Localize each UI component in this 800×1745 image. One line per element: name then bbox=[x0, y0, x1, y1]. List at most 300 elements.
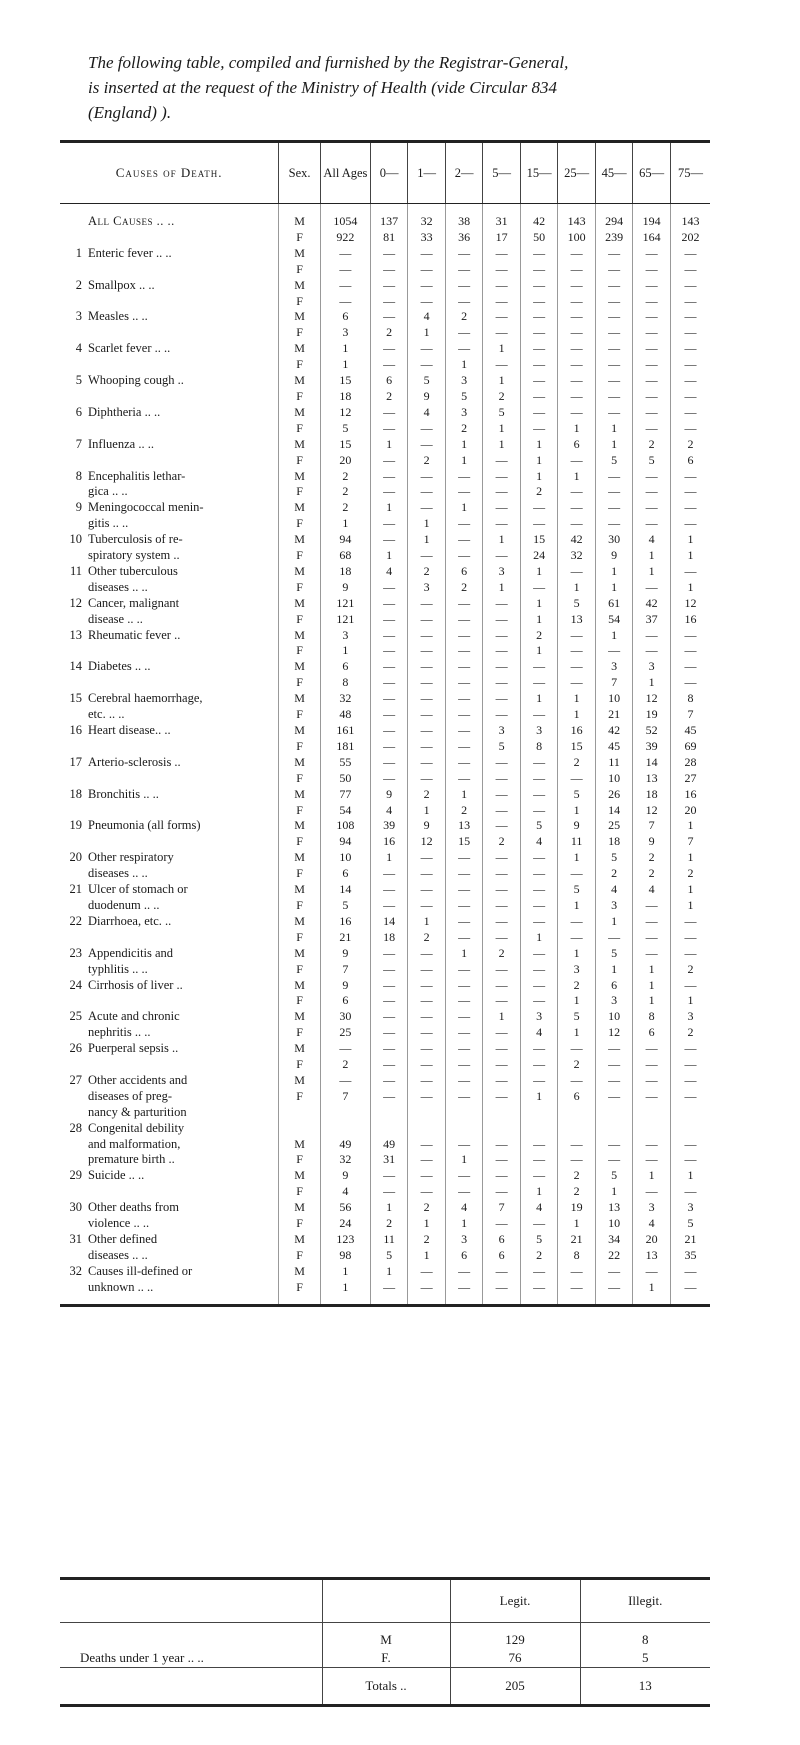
value-cell: — bbox=[483, 978, 521, 994]
value-cell: 181 bbox=[320, 739, 370, 755]
value-cell: — bbox=[483, 1280, 521, 1305]
value-cell: — bbox=[595, 469, 633, 485]
value-cell: — bbox=[370, 1041, 408, 1057]
cause-number: 3 bbox=[75, 309, 82, 324]
value-cell: 1 bbox=[670, 898, 710, 914]
cause-cell bbox=[60, 1280, 279, 1305]
value-cell: — bbox=[633, 325, 671, 341]
value-cell: 3 bbox=[483, 564, 521, 580]
value-cell: 54 bbox=[595, 612, 633, 628]
sex-cell: M bbox=[279, 628, 321, 644]
value-cell: 1 bbox=[483, 437, 521, 453]
sex-cell: F bbox=[279, 453, 321, 469]
value-cell: 1 bbox=[595, 914, 633, 930]
header-age-0: 0— bbox=[370, 142, 408, 204]
table-row bbox=[60, 691, 710, 707]
value-cell: — bbox=[483, 755, 521, 771]
cause-cell bbox=[60, 580, 279, 596]
value-cell: — bbox=[408, 723, 446, 739]
value-cell bbox=[633, 1105, 671, 1121]
value-cell: — bbox=[445, 914, 483, 930]
value-cell: 1 bbox=[483, 421, 521, 437]
value-cell: — bbox=[445, 771, 483, 787]
value-cell: 12 bbox=[320, 405, 370, 421]
value-cell: 7 bbox=[670, 707, 710, 723]
value-cell: 2 bbox=[520, 628, 558, 644]
value-cell: — bbox=[558, 341, 596, 357]
value-cell: — bbox=[483, 1184, 521, 1200]
value-cell: 77 bbox=[320, 787, 370, 803]
value-cell: 45 bbox=[670, 723, 710, 739]
table-row bbox=[60, 1232, 710, 1248]
sex-cell: F bbox=[279, 930, 321, 946]
infant-f-illegit: 5 bbox=[580, 1649, 710, 1668]
value-cell: 3 bbox=[320, 628, 370, 644]
value-cell: — bbox=[670, 1137, 710, 1153]
value-cell: 4 bbox=[520, 834, 558, 850]
cause-label: Appendicitis and bbox=[88, 945, 174, 960]
value-cell: 1 bbox=[520, 1089, 558, 1105]
value-cell: — bbox=[520, 580, 558, 596]
value-cell: 1 bbox=[558, 898, 596, 914]
value-cell: 15 bbox=[320, 437, 370, 453]
value-cell: — bbox=[445, 628, 483, 644]
table-header-row bbox=[60, 142, 710, 204]
value-cell: 20 bbox=[633, 1232, 671, 1248]
cause-cell bbox=[60, 1264, 279, 1280]
value-cell: — bbox=[483, 675, 521, 691]
value-cell: — bbox=[558, 866, 596, 882]
value-cell bbox=[370, 1105, 408, 1121]
value-cell: — bbox=[445, 341, 483, 357]
cause-cell bbox=[60, 675, 279, 691]
value-cell: — bbox=[408, 469, 446, 485]
value-cell: 81 bbox=[370, 230, 408, 246]
cause-number: 9 bbox=[75, 500, 82, 515]
value-cell: — bbox=[445, 1025, 483, 1041]
value-cell: 7 bbox=[320, 962, 370, 978]
table-row bbox=[60, 643, 710, 659]
value-cell: — bbox=[483, 1264, 521, 1280]
cause-cell bbox=[60, 946, 279, 962]
value-cell: 50 bbox=[320, 771, 370, 787]
sex-cell: F bbox=[279, 739, 321, 755]
value-cell: — bbox=[558, 771, 596, 787]
cause-cell bbox=[60, 405, 279, 421]
value-cell: 1 bbox=[520, 643, 558, 659]
value-cell: — bbox=[670, 643, 710, 659]
value-cell: — bbox=[633, 914, 671, 930]
value-cell: — bbox=[670, 1057, 710, 1073]
value-cell: 26 bbox=[595, 787, 633, 803]
value-cell: 1 bbox=[595, 628, 633, 644]
value-cell: — bbox=[370, 755, 408, 771]
value-cell: — bbox=[320, 278, 370, 294]
value-cell: 5 bbox=[558, 1009, 596, 1025]
value-cell: — bbox=[558, 1152, 596, 1168]
value-cell: — bbox=[633, 930, 671, 946]
value-cell: 2 bbox=[408, 564, 446, 580]
value-cell: — bbox=[370, 993, 408, 1009]
value-cell: 1 bbox=[320, 341, 370, 357]
table-row bbox=[60, 707, 710, 723]
value-cell: — bbox=[370, 707, 408, 723]
cause-label: etc. .. .. bbox=[88, 707, 125, 722]
value-cell: — bbox=[445, 659, 483, 675]
value-cell: 1 bbox=[633, 564, 671, 580]
value-cell: — bbox=[633, 1057, 671, 1073]
value-cell: 6 bbox=[558, 1089, 596, 1105]
sex-cell: M bbox=[279, 469, 321, 485]
cause-label: Cirrhosis of liver .. bbox=[88, 977, 183, 992]
value-cell: — bbox=[445, 1264, 483, 1280]
sex-cell: F bbox=[279, 548, 321, 564]
table-row bbox=[60, 357, 710, 373]
value-cell: 42 bbox=[558, 532, 596, 548]
value-cell bbox=[670, 1121, 710, 1137]
value-cell: — bbox=[408, 978, 446, 994]
value-cell: 1 bbox=[520, 453, 558, 469]
value-cell: 9 bbox=[408, 389, 446, 405]
value-cell: — bbox=[595, 643, 633, 659]
value-cell: — bbox=[445, 739, 483, 755]
value-cell: 1 bbox=[408, 325, 446, 341]
value-cell: — bbox=[520, 1152, 558, 1168]
sex-cell: M bbox=[279, 850, 321, 866]
value-cell: 1 bbox=[370, 1200, 408, 1216]
value-cell: — bbox=[520, 1216, 558, 1232]
sex-cell: M bbox=[279, 755, 321, 771]
value-cell: — bbox=[370, 421, 408, 437]
value-cell: 48 bbox=[320, 707, 370, 723]
sex-cell: F bbox=[279, 1057, 321, 1073]
value-cell: 1 bbox=[558, 421, 596, 437]
value-cell: 6 bbox=[483, 1248, 521, 1264]
cause-number: 8 bbox=[75, 468, 82, 483]
value-cell: 35 bbox=[670, 1248, 710, 1264]
value-cell: — bbox=[520, 803, 558, 819]
sex-cell bbox=[279, 1121, 321, 1137]
cause-cell bbox=[60, 818, 279, 834]
sex-cell: F bbox=[279, 898, 321, 914]
value-cell: — bbox=[408, 1009, 446, 1025]
table-row bbox=[60, 930, 710, 946]
sex-cell: M bbox=[279, 437, 321, 453]
value-cell: 36 bbox=[445, 230, 483, 246]
value-cell: 6 bbox=[670, 453, 710, 469]
value-cell: — bbox=[370, 898, 408, 914]
table-row bbox=[60, 596, 710, 612]
cause-number: 22 bbox=[69, 913, 82, 928]
sex-cell: F bbox=[279, 357, 321, 373]
value-cell: 7 bbox=[595, 675, 633, 691]
value-cell: 21 bbox=[595, 707, 633, 723]
sex-cell: F bbox=[279, 1152, 321, 1168]
cause-label: typhlitis .. .. bbox=[88, 961, 148, 976]
value-cell: — bbox=[483, 803, 521, 819]
value-cell bbox=[633, 1121, 671, 1137]
value-cell: — bbox=[670, 978, 710, 994]
value-cell: 3 bbox=[408, 580, 446, 596]
value-cell: — bbox=[595, 1264, 633, 1280]
sex-cell: F bbox=[279, 484, 321, 500]
value-cell: 13 bbox=[633, 771, 671, 787]
header-age-all: All Ages bbox=[320, 142, 370, 204]
sex-cell: M bbox=[279, 309, 321, 325]
value-cell: 6 bbox=[445, 564, 483, 580]
value-cell: — bbox=[520, 1041, 558, 1057]
value-cell: 5 bbox=[595, 850, 633, 866]
cause-label: Puerperal sepsis .. bbox=[88, 1041, 179, 1056]
value-cell: 15 bbox=[320, 373, 370, 389]
cause-label: violence .. .. bbox=[88, 1216, 150, 1231]
cause-cell bbox=[60, 755, 279, 771]
value-cell: — bbox=[408, 643, 446, 659]
table-row bbox=[60, 962, 710, 978]
value-cell: 1 bbox=[445, 357, 483, 373]
cause-number: 19 bbox=[69, 818, 82, 833]
table-row bbox=[60, 882, 710, 898]
value-cell: — bbox=[670, 309, 710, 325]
cause-number: 16 bbox=[69, 723, 82, 737]
header-sex: Sex. bbox=[279, 142, 321, 204]
value-cell: 1 bbox=[445, 787, 483, 803]
value-cell: — bbox=[483, 882, 521, 898]
value-cell: — bbox=[633, 484, 671, 500]
value-cell: — bbox=[670, 262, 710, 278]
value-cell: — bbox=[520, 707, 558, 723]
cause-label: Whooping cough .. bbox=[88, 373, 184, 388]
value-cell: 2 bbox=[558, 1184, 596, 1200]
value-cell: 15 bbox=[520, 532, 558, 548]
value-cell: 294 bbox=[595, 204, 633, 230]
cause-number: 14 bbox=[69, 659, 82, 674]
value-cell: — bbox=[520, 1264, 558, 1280]
cause-label: Scarlet fever .. .. bbox=[88, 341, 171, 356]
cause-number: 17 bbox=[69, 754, 82, 769]
value-cell: — bbox=[520, 246, 558, 262]
value-cell: — bbox=[558, 643, 596, 659]
cause-label: Meningococcal menin- bbox=[88, 500, 204, 515]
cause-label: premature birth .. bbox=[88, 1152, 175, 1167]
table-row bbox=[60, 1073, 710, 1089]
value-cell: 6 bbox=[320, 659, 370, 675]
value-cell: 1 bbox=[370, 850, 408, 866]
value-cell: 1 bbox=[633, 1280, 671, 1305]
value-cell: 1 bbox=[558, 580, 596, 596]
value-cell: — bbox=[408, 500, 446, 516]
cause-cell bbox=[60, 469, 279, 485]
cause-cell bbox=[60, 484, 279, 500]
value-cell: — bbox=[445, 993, 483, 1009]
value-cell: 32 bbox=[320, 1152, 370, 1168]
value-cell: 5 bbox=[320, 421, 370, 437]
value-cell: 1 bbox=[558, 946, 596, 962]
cause-cell bbox=[60, 771, 279, 787]
value-cell: — bbox=[445, 262, 483, 278]
value-cell: 1 bbox=[558, 803, 596, 819]
value-cell: 5 bbox=[595, 1168, 633, 1184]
value-cell: 3 bbox=[595, 659, 633, 675]
cause-cell bbox=[60, 230, 279, 246]
cause-number: 15 bbox=[69, 691, 82, 706]
cause-label: Cancer, malignant bbox=[88, 595, 180, 610]
sex-cell: F bbox=[279, 1025, 321, 1041]
value-cell: — bbox=[633, 469, 671, 485]
value-cell: — bbox=[520, 500, 558, 516]
infant-totals-illegit: 13 bbox=[580, 1668, 710, 1706]
value-cell: — bbox=[408, 946, 446, 962]
value-cell: 1 bbox=[408, 914, 446, 930]
value-cell: 4 bbox=[633, 882, 671, 898]
cause-label: diseases .. .. bbox=[88, 1247, 148, 1262]
sex-cell: F bbox=[279, 516, 321, 532]
value-cell: — bbox=[370, 882, 408, 898]
value-cell: — bbox=[483, 548, 521, 564]
value-cell: 239 bbox=[595, 230, 633, 246]
value-cell: 108 bbox=[320, 818, 370, 834]
sex-cell: F bbox=[279, 1089, 321, 1105]
value-cell: 1 bbox=[370, 548, 408, 564]
sex-cell: F bbox=[279, 421, 321, 437]
value-cell: 7 bbox=[670, 834, 710, 850]
value-cell: — bbox=[445, 246, 483, 262]
value-cell: — bbox=[595, 1137, 633, 1153]
value-cell: 31 bbox=[370, 1152, 408, 1168]
value-cell: 10 bbox=[595, 1216, 633, 1232]
value-cell: 143 bbox=[670, 204, 710, 230]
table-row bbox=[60, 262, 710, 278]
value-cell: 16 bbox=[558, 723, 596, 739]
value-cell: — bbox=[445, 1137, 483, 1153]
cause-cell bbox=[60, 389, 279, 405]
value-cell: — bbox=[558, 294, 596, 310]
value-cell: — bbox=[445, 850, 483, 866]
sex-cell: F bbox=[279, 707, 321, 723]
cause-label: Cerebral haemorrhage, bbox=[88, 691, 203, 706]
value-cell: 9 bbox=[320, 946, 370, 962]
table-row bbox=[60, 771, 710, 787]
value-cell: 2 bbox=[558, 1168, 596, 1184]
table-row bbox=[60, 1184, 710, 1200]
value-cell: 4 bbox=[633, 532, 671, 548]
value-cell: 13 bbox=[558, 612, 596, 628]
value-cell: — bbox=[408, 294, 446, 310]
value-cell: — bbox=[558, 930, 596, 946]
value-cell: 1 bbox=[445, 453, 483, 469]
value-cell: 6 bbox=[445, 1248, 483, 1264]
value-cell: — bbox=[408, 771, 446, 787]
value-cell: — bbox=[633, 1264, 671, 1280]
value-cell: 1 bbox=[558, 993, 596, 1009]
value-cell: — bbox=[370, 309, 408, 325]
table-row bbox=[60, 469, 710, 485]
value-cell: — bbox=[408, 866, 446, 882]
causes-of-death-table bbox=[60, 140, 710, 1307]
cause-label: and malformation, bbox=[88, 1136, 181, 1151]
table-row bbox=[60, 850, 710, 866]
cause-number: 5 bbox=[75, 373, 82, 388]
cause-label: diseases of preg- bbox=[88, 1088, 172, 1103]
cause-number: 26 bbox=[69, 1041, 82, 1056]
value-cell: 6 bbox=[370, 373, 408, 389]
value-cell: — bbox=[445, 643, 483, 659]
cause-number: 28 bbox=[69, 1120, 82, 1135]
value-cell: 1 bbox=[320, 357, 370, 373]
value-cell: — bbox=[483, 357, 521, 373]
table-row bbox=[60, 1041, 710, 1057]
value-cell: — bbox=[408, 437, 446, 453]
value-cell: 1 bbox=[558, 1025, 596, 1041]
cause-cell bbox=[60, 691, 279, 707]
value-cell: — bbox=[408, 1280, 446, 1305]
value-cell: — bbox=[670, 484, 710, 500]
value-cell: 9 bbox=[320, 580, 370, 596]
sex-cell: F bbox=[279, 1216, 321, 1232]
cause-cell bbox=[60, 246, 279, 262]
value-cell: 5 bbox=[595, 453, 633, 469]
value-cell: — bbox=[558, 325, 596, 341]
value-cell: 10 bbox=[320, 850, 370, 866]
sex-cell: M bbox=[279, 818, 321, 834]
cause-number: 25 bbox=[69, 1009, 82, 1024]
table-row bbox=[60, 803, 710, 819]
value-cell: — bbox=[558, 914, 596, 930]
value-cell: — bbox=[670, 1152, 710, 1168]
value-cell: — bbox=[370, 341, 408, 357]
value-cell: 17 bbox=[483, 230, 521, 246]
value-cell: — bbox=[445, 1041, 483, 1057]
table-row bbox=[60, 946, 710, 962]
table-row bbox=[60, 341, 710, 357]
value-cell: 1 bbox=[408, 516, 446, 532]
infant-row-m bbox=[60, 1623, 710, 1650]
sex-cell: F bbox=[279, 230, 321, 246]
value-cell: 4 bbox=[520, 1025, 558, 1041]
value-cell: — bbox=[520, 993, 558, 1009]
value-cell: — bbox=[558, 373, 596, 389]
value-cell: — bbox=[370, 643, 408, 659]
value-cell bbox=[520, 1121, 558, 1137]
cause-label: Diabetes .. .. bbox=[88, 659, 151, 674]
value-cell: — bbox=[520, 294, 558, 310]
value-cell: 1 bbox=[408, 803, 446, 819]
value-cell: — bbox=[408, 659, 446, 675]
value-cell: 11 bbox=[558, 834, 596, 850]
sex-cell: M bbox=[279, 405, 321, 421]
value-cell: 3 bbox=[558, 962, 596, 978]
value-cell: — bbox=[520, 771, 558, 787]
table-row bbox=[60, 246, 710, 262]
value-cell: — bbox=[370, 469, 408, 485]
cause-number: 30 bbox=[69, 1200, 82, 1215]
value-cell: — bbox=[408, 850, 446, 866]
value-cell: — bbox=[370, 278, 408, 294]
value-cell: 7 bbox=[633, 818, 671, 834]
value-cell: 9 bbox=[595, 548, 633, 564]
cause-label: Heart disease.. .. bbox=[88, 723, 171, 737]
value-cell: 18 bbox=[633, 787, 671, 803]
value-cell: 3 bbox=[483, 723, 521, 739]
value-cell: — bbox=[520, 946, 558, 962]
value-cell: 1 bbox=[558, 850, 596, 866]
value-cell: 1 bbox=[633, 993, 671, 1009]
value-cell: — bbox=[670, 1264, 710, 1280]
value-cell: — bbox=[483, 643, 521, 659]
value-cell: — bbox=[445, 675, 483, 691]
intro-line-2: is inserted at the request of the Ministry of Health (vide Circular 834 bbox=[88, 78, 558, 97]
value-cell: — bbox=[633, 389, 671, 405]
